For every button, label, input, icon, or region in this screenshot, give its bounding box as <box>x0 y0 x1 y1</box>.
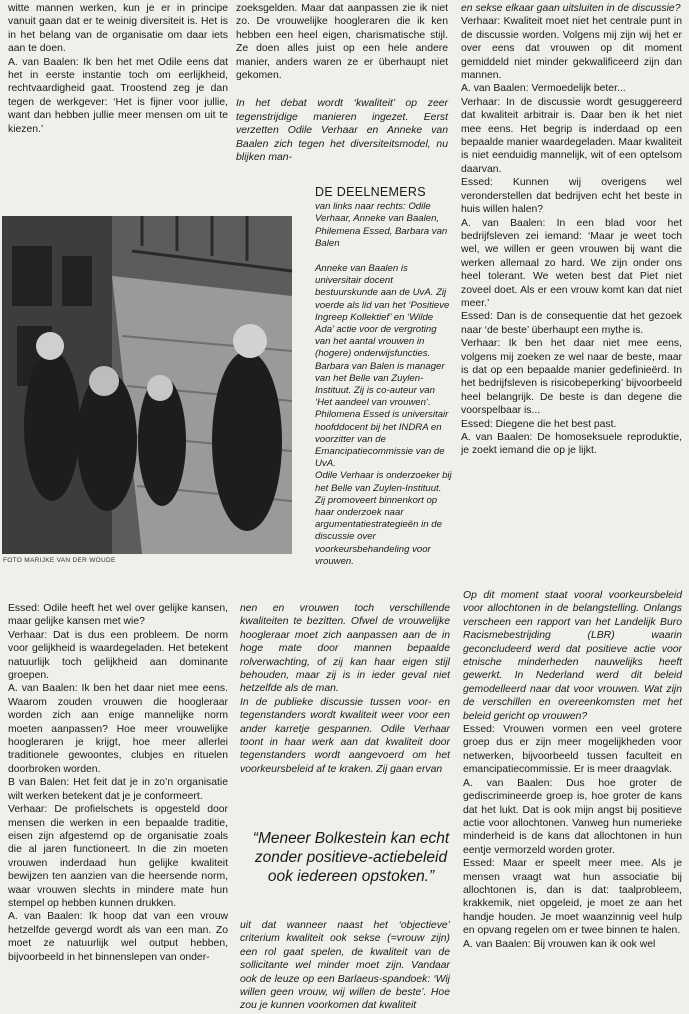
column-2-top <box>236 2 448 164</box>
participants-heading: DE DEELNEMERS <box>315 185 426 199</box>
participants-photo <box>2 216 292 554</box>
bio: Barbara van Balen is manager van het Belle van Zuylen-Instituut. Zij is co-auteur van ‘Het aandeel van vrouwen’. <box>315 360 445 409</box>
paragraph: A. van Baalen: Bij vrouwen kan ik ook wel <box>463 938 656 950</box>
paragraph: Essed: Vrouwen vormen een veel grotere groep dus er zijn meer mogelijkheden voor netwerken, bijvoorbeeld tussen faculteit en emancipatiecommissie. Er is meer draagvlak. <box>463 724 682 776</box>
paragraph: In de publieke discussie tussen voor- en tegenstanders wordt kwaliteit weer voor een ander karretje gespannen. Odile Verhaar toont in haar werk aan dat kwaliteit door tegenstanders wordt aangevoerd om het voorkeursbeleid af te kraken. Zij gaan ervan <box>240 696 450 775</box>
paragraph: B van Balen: Het feit dat je in zo’n organisatie wilt werken betekent dat je je conformeert. <box>8 777 228 802</box>
participants-bios <box>315 263 453 568</box>
bio: Anneke van Baalen is universitair docent bestuurskunde aan de UvA. Zij voerde als lid van het ‘Positieve Ingreep Kollektief’ en ‘Wilde Ada’ actie voor de vergroting van het aantal vrouwen in (hogere) onderwijsfuncties. <box>315 263 450 360</box>
paragraph: A. van Baalen: Dus hoe groter de gediscrimineerde groep is, hoe groter de kans dat het lukt. Dat is ook mijn angst bij positieve actie voor allochtonen. Vanweg hun numerieke minderheid is de kans dat allochtonen in hun eentje vermorzeld worden groter. <box>463 777 682 856</box>
pull-quote: “Meneer Bolkestein kan echt zonder positieve-actiebeleid ook iedereen opstoken.” <box>252 830 450 885</box>
paragraph: Verhaar: Dat is dus een probleem. De norm voor gelijkheid is waardegeladen. Het betekent natuurlijk toch gelijkheid aan dominante groepen. <box>8 629 228 682</box>
paragraph: Verhaar: Kwaliteit moet niet het centrale punt in de discussie worden. Volgens mij zijn wij het er over eens dat vrouwen op dit moment gemiddeld niet minder gekwalificeerd zijn dan mannen. <box>461 16 682 82</box>
intro-paragraph: Op dit moment staat vooral voorkeursbeleid voor allochtonen in de belangstelling. Onlangs verscheen een rapport van het Landelijk Buro Racismebestrijding (LBR) waarin geconcludeerd werd dat positieve actie voor etnische minderheden nauwelijks heeft gewerkt. In Nederland werd dit beleid gemodelleerd naar dat voor vrouwen. Wat zijn de verschillen en overeenkomsten met het beleid gericht op vrouwen? <box>463 590 682 722</box>
paragraph: zoeksgelden. Maar dat aanpassen zie ik niet zo. De vrouwelijke hoogleraren die ik ken hebben een heel eigen, charismatische stijl. Ze doen alles juist op een hele andere manier, anders waren ze er überhaupt niet gekomen. <box>236 3 448 82</box>
paragraph: A. van Baalen: Ik ben het daar niet mee eens. Waarom zouden vrouwen die hoogleraar worden zich aan enige mannelijke norm moeten aanpassen? Hoe meer vrouwelijke hoogleraren je krijgt, hoe meer allerlei traditionele gewoontes, clubjes en rituelen doorbroken worden. <box>8 683 228 775</box>
intro-paragraph: In het debat wordt ‘kwaliteit’ op zeer tegenstrijdige manieren ingezet. Eerst verzetten Odile Verhaar en Anneke van Baalen zich tegen het diversiteitsmodel, nu blijken man- <box>236 98 448 164</box>
participants-caption <box>315 201 453 250</box>
paragraph: A. van Baalen: De homoseksuele reproduktie, je zoekt iemand die op je lijkt. <box>461 432 682 457</box>
column-1-top <box>8 2 228 136</box>
paragraph: Essed: Dan is de consequentie dat het gezoek naar ‘de beste’ überhaupt een mythe is. <box>461 311 682 336</box>
paragraph: Essed: Maar er speelt meer mee. Als je mensen vraagt wat hun associatie bij allochtonen is, dan is dat: taalprobleem, krakkemik, niet opgeleid, je moet ze aan het handje houden. Je moet waanzinnig veel hulp en opvang regelen om er twee binnen te halen. <box>463 858 682 937</box>
paragraph: Verhaar: In de discussie wordt gesuggereerd dat kwaliteit arbitrair is. Daar ben ik het niet mee eens. Het begrip is inderdaad op een bepaalde manier waardegeladen. Maar kwaliteit is niet eenduidig mannelijk, wit of een optelsom daarvan. <box>461 96 682 175</box>
paragraph: A. van Baalen: Ik ben het met Odile eens dat het in eerste instantie toch om eerlijkheid, rechtvaardigheid gaat. Troostend zeg je dan tegen de werkgever: ‘Het is fijner voor jullie, want dan hebben jullie meer mensen om uit te kiezen.’ <box>8 56 228 135</box>
paragraph: A. van Baalen: In een blad voor het bedrijfsleven zei iemand: ‘Maar je weet toch wel, we willen er geen vrouwen bij want die werken allemaal zo hard. We zijn onder ons heel tolerant. We weten best dat Piet niet zoveel doet. Als er een vrouw komt kan dat niet meer.’ <box>461 217 682 309</box>
paragraph: Verhaar: Ik ben het daar niet mee eens, volgens mij zoeken ze wel naar de beste, maar is dat op een bepaalde manier gedefinieërd. In het bedrijfsleven is risicobeperking’ bijvoorbeeld heel belangrijk. De beste is dan degene die voorspelbaar is... <box>461 338 682 417</box>
paragraph: Essed: Kunnen wij overigens wel veronderstellen dat bedrijven echt het beste in huis willen halen? <box>461 177 682 216</box>
column-3-top <box>461 2 682 458</box>
paragraph: A. van Baalen: Vermoedelijk beter... <box>461 83 626 95</box>
paragraph: nen en vrouwen toch verschillende kwaliteiten te bezitten. Ofwel de vrouwelijke hoogleraar moet zich aanpassen aan de in hoge mate door mannen bepaalde rolverwachting, of zij kan haar eigen stijl behouden, maar zij is in ieder geval niet hetzelfde als de man. <box>240 603 450 695</box>
paragraph: Essed: Odile heeft het wel over gelijke kansen, maar gelijke kansen met wie? <box>8 603 228 628</box>
photo-illustration <box>2 216 292 554</box>
column-3-bottom <box>463 589 682 951</box>
column-2-bottom-outro <box>240 919 450 1013</box>
caption: van links naar rechts: Odile Verhaar, Anneke van Baalen, Philemena Essed, Barbara van Balen <box>315 201 448 249</box>
paragraph: Verhaar: De profielschets is opgesteld door mensen die werken in een bepaalde traditie, eisen zijn afgestemd op de organisatie zoals die al jaren functioneert. In die zin moeten vrouwen inderdaad hun gelijke kwaliteit bewijzen ten aanzien van die heersende norm, waar vrouwen slechts in mindere mate hun stempel op hebben kunnen drukken. <box>8 804 228 909</box>
paragraph: Essed: Diegene die het best past. <box>461 418 617 430</box>
bio: Philomena Essed is universitair hoofddocent bij het INDRA en voorzitter van de Emancipatiecommissie van de UvA. <box>315 409 449 470</box>
column-2-bottom-intro <box>240 602 450 776</box>
photo-credit: FOTO MARIJKE VAN DER WOUDE <box>3 557 116 564</box>
paragraph: en sekse elkaar gaan uitsluiten in de discussie? <box>461 3 681 14</box>
paragraph: A. van Baalen: Ik hoop dat van een vrouw hetzelfde gevergd wordt als van een man. Zo moet ze natuurlijk wel output hebben, bijvoorbeeld in het binnenslepen van onder- <box>8 911 228 963</box>
paragraph: uit dat wanneer naast het ‘objectieve’ criterium kwaliteit ook sekse (=vrouw zijn) een rol gaat spelen, de kwaliteit van de sollicitante wel minder moet zijn. Vandaar ook de leuze op een Barlaeus-spandoek: ‘Wij willen geen vrouw, wij willen de beste’. Hoe zou je kunnen voorkomen dat kwaliteit <box>240 920 450 1012</box>
column-1-bottom <box>8 602 228 964</box>
paragraph: witte mannen werken, kun je er in principe vanuit gaan dat er te weinig diversiteit is. Het is in het belang van de organisatie om daar iets aan te doen. <box>8 3 228 55</box>
bio: Odile Verhaar is onderzoeker bij het Belle van Zuylen-Instituut. Zij promoveert binnenkort op haar onderzoek naar argumentatiestrategieën in de discussie over voorkeursbehandeling voor vrouwen. <box>315 470 452 567</box>
